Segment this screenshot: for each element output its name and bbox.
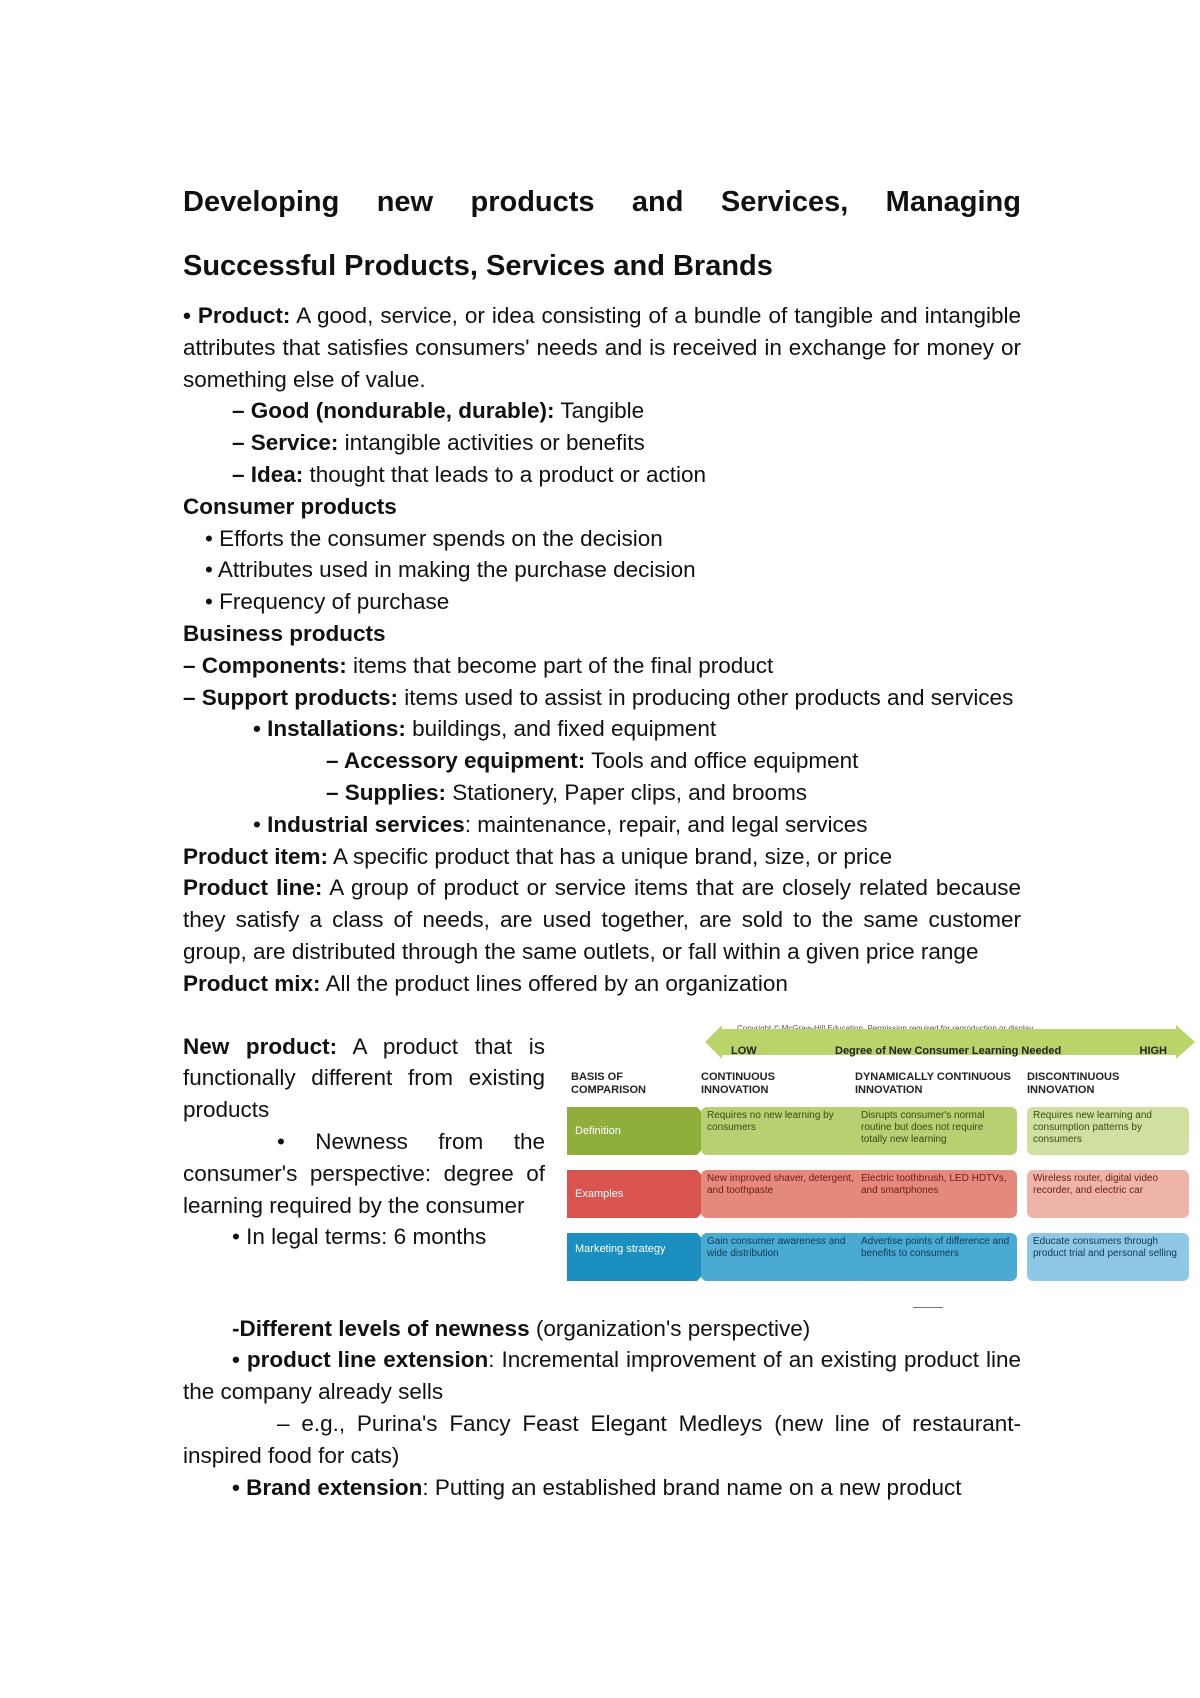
brand-extension-text: : Putting an established brand name on a new product: [422, 1474, 962, 1500]
consumer-item-frequency: • Frequency of purchase: [205, 589, 450, 615]
cell-marketing-dynamic: Advertise points of difference and benefits to consumers: [855, 1233, 1017, 1281]
page-title-line-1: Developing new products and Services, Managing: [183, 186, 1021, 218]
learning-arrow: [705, 1025, 1195, 1061]
idea-term: – Idea:: [232, 461, 304, 487]
arrow-left-head: [705, 1025, 722, 1059]
cell-examples-discontinuous: Wireless router, digital video recorder, and electric car: [1027, 1170, 1189, 1218]
header-dynamic: DYNAMICALLY CONTINUOUS INNOVATION: [855, 1070, 1011, 1096]
accessory-term: – Accessory equipment:: [326, 748, 586, 774]
product-sub-service: [183, 427, 1021, 459]
business-products-heading: Business products: [183, 620, 386, 646]
industrial-term: Industrial services: [267, 811, 465, 837]
line-extension-text: : Incremental improvement of an existing product line the company already sells: [183, 1347, 1021, 1405]
accessory-text: Tools and office equipment: [591, 748, 859, 774]
components-term: – Components:: [183, 652, 347, 678]
header-basis: BASIS OF COMPARISON: [571, 1070, 646, 1096]
product-definition: [183, 300, 1021, 395]
supplies-text: Stationery, Paper clips, and brooms: [452, 779, 808, 805]
page-title-line-2: Successful Products, Services and Brands: [183, 250, 773, 282]
document-body: [183, 170, 1177, 1503]
consumer-item-attributes: • Attributes used in making the purchase decision: [205, 557, 696, 583]
cell-marketing-continuous: Gain consumer awareness and wide distribution: [701, 1233, 863, 1281]
components-text: items that become part of the final product: [353, 652, 774, 678]
figure-divider: [913, 1307, 943, 1308]
product-term: Product:: [197, 303, 291, 328]
row-label-marketing: [567, 1233, 697, 1281]
support-term: – Support products:: [183, 684, 398, 710]
newness-levels-heading: [183, 1313, 1021, 1345]
product-sub-idea: [183, 459, 1021, 491]
support-text: items used to assist in producing other products and services: [404, 684, 1014, 710]
cell-marketing-discontinuous: Educate consumers through product trial and personal selling: [1027, 1233, 1189, 1281]
support-products-line: [183, 682, 1021, 714]
product-line-def: [183, 872, 1021, 967]
service-term: – Service:: [232, 430, 339, 456]
product-mix-term: Product mix:: [183, 970, 321, 996]
product-item-term: Product item:: [183, 843, 329, 869]
accessory-equipment-line: [183, 745, 1021, 777]
product-line-term: Product line:: [183, 875, 323, 901]
row-label-examples: [567, 1170, 697, 1218]
consumer-item-efforts: • Efforts the consumer spends on the decision: [205, 525, 663, 551]
row-label-definition-text: Definition: [575, 1124, 621, 1137]
header-continuous: CONTINUOUS INNOVATION: [701, 1070, 775, 1096]
cell-definition-dynamic: Disrupts consumer's normal routine but does not require totally new learning: [855, 1107, 1017, 1155]
row-label-definition: [567, 1107, 697, 1155]
components-line: [183, 650, 1021, 682]
cell-definition-discontinuous: Requires new learning and consumption patterns by consumers: [1027, 1107, 1189, 1155]
line-extension-def: [183, 1344, 1021, 1408]
cell-examples-dynamic: Electric toothbrush, LED HDTVs, and smartphones: [855, 1170, 1017, 1218]
newness-consumer-line: • Newness from the consumer's perspective: degree of learning required by the consumer: [183, 1128, 545, 1218]
newness-levels-text: (organization's perspective): [535, 1315, 811, 1341]
industrial-text: : maintenance, repair, and legal services: [464, 811, 868, 837]
supplies-line: [183, 777, 1021, 809]
product-item-line: [183, 841, 1021, 873]
installations-term: • Installations:: [253, 716, 406, 742]
arrow-low-label: LOW: [731, 1044, 757, 1057]
brand-extension-def: [183, 1472, 1021, 1504]
product-line-text: A group of product or service items that are closely related because they satisfy a class of needs, are used together, are sold to the same customer group, are distributed through the same outlets, or fall within a given price range: [183, 875, 1021, 964]
consumer-products-heading: Consumer products: [183, 493, 397, 519]
product-sub-good: [183, 395, 1021, 427]
new-product-text: A product that is functionally different from existing products: [183, 1033, 545, 1123]
supplies-term: – Supplies:: [326, 779, 447, 805]
industrial-services-line: [183, 809, 1021, 841]
arrow-high-label: HIGH: [1139, 1044, 1167, 1057]
line-extension-term: • product line extension: [232, 1347, 489, 1373]
new-product-text-column: [183, 1031, 545, 1254]
product-mix-text: All the product lines offered by an organization: [325, 970, 788, 996]
new-product-section: [183, 1031, 1177, 1313]
installations-text: buildings, and fixed equipment: [412, 716, 717, 742]
new-product-def: [183, 1031, 545, 1126]
line-extension-example: – e.g., Purina's Fancy Feast Elegant Medleys (new line of restaurant-inspired food for cats): [183, 1410, 1021, 1468]
installations-line: [183, 713, 1021, 745]
arrow-title: Degree of New Consumer Learning Needed: [835, 1044, 1062, 1057]
cell-definition-continuous: Requires no new learning by consumers: [701, 1107, 863, 1155]
product-item-text: A specific product that has a unique brand, size, or price: [333, 843, 893, 869]
new-product-term: New product:: [183, 1033, 338, 1059]
product-mix-line: [183, 968, 1021, 1000]
good-text: Tangible: [560, 398, 645, 424]
brand-extension-term: • Brand extension: [232, 1474, 423, 1500]
newness-levels-term: -Different levels of newness: [232, 1315, 530, 1341]
good-term: – Good (nondurable, durable):: [232, 398, 555, 424]
product-text: A good, service, or idea consisting of a bundle of tangible and intangible attributes that satisfies consumers' needs and is received in exchange for money or something else of value.: [183, 303, 1021, 392]
header-discontinuous: DISCONTINUOUS INNOVATION: [1027, 1070, 1120, 1096]
legal-terms-line: • In legal terms: 6 months: [232, 1224, 487, 1250]
cell-examples-continuous: New improved shaver, detergent, and toothpaste: [701, 1170, 863, 1218]
innovation-table-figure: [567, 1013, 1195, 1311]
industrial-bullet: •: [253, 811, 261, 837]
row-label-marketing-text: Marketing strategy: [575, 1242, 666, 1255]
arrow-right-head: [1176, 1025, 1195, 1059]
idea-text: thought that leads to a product or action: [309, 461, 707, 487]
row-label-examples-text: Examples: [575, 1187, 624, 1200]
product-bullet: •: [183, 303, 191, 328]
service-text: intangible activities or benefits: [344, 430, 645, 456]
